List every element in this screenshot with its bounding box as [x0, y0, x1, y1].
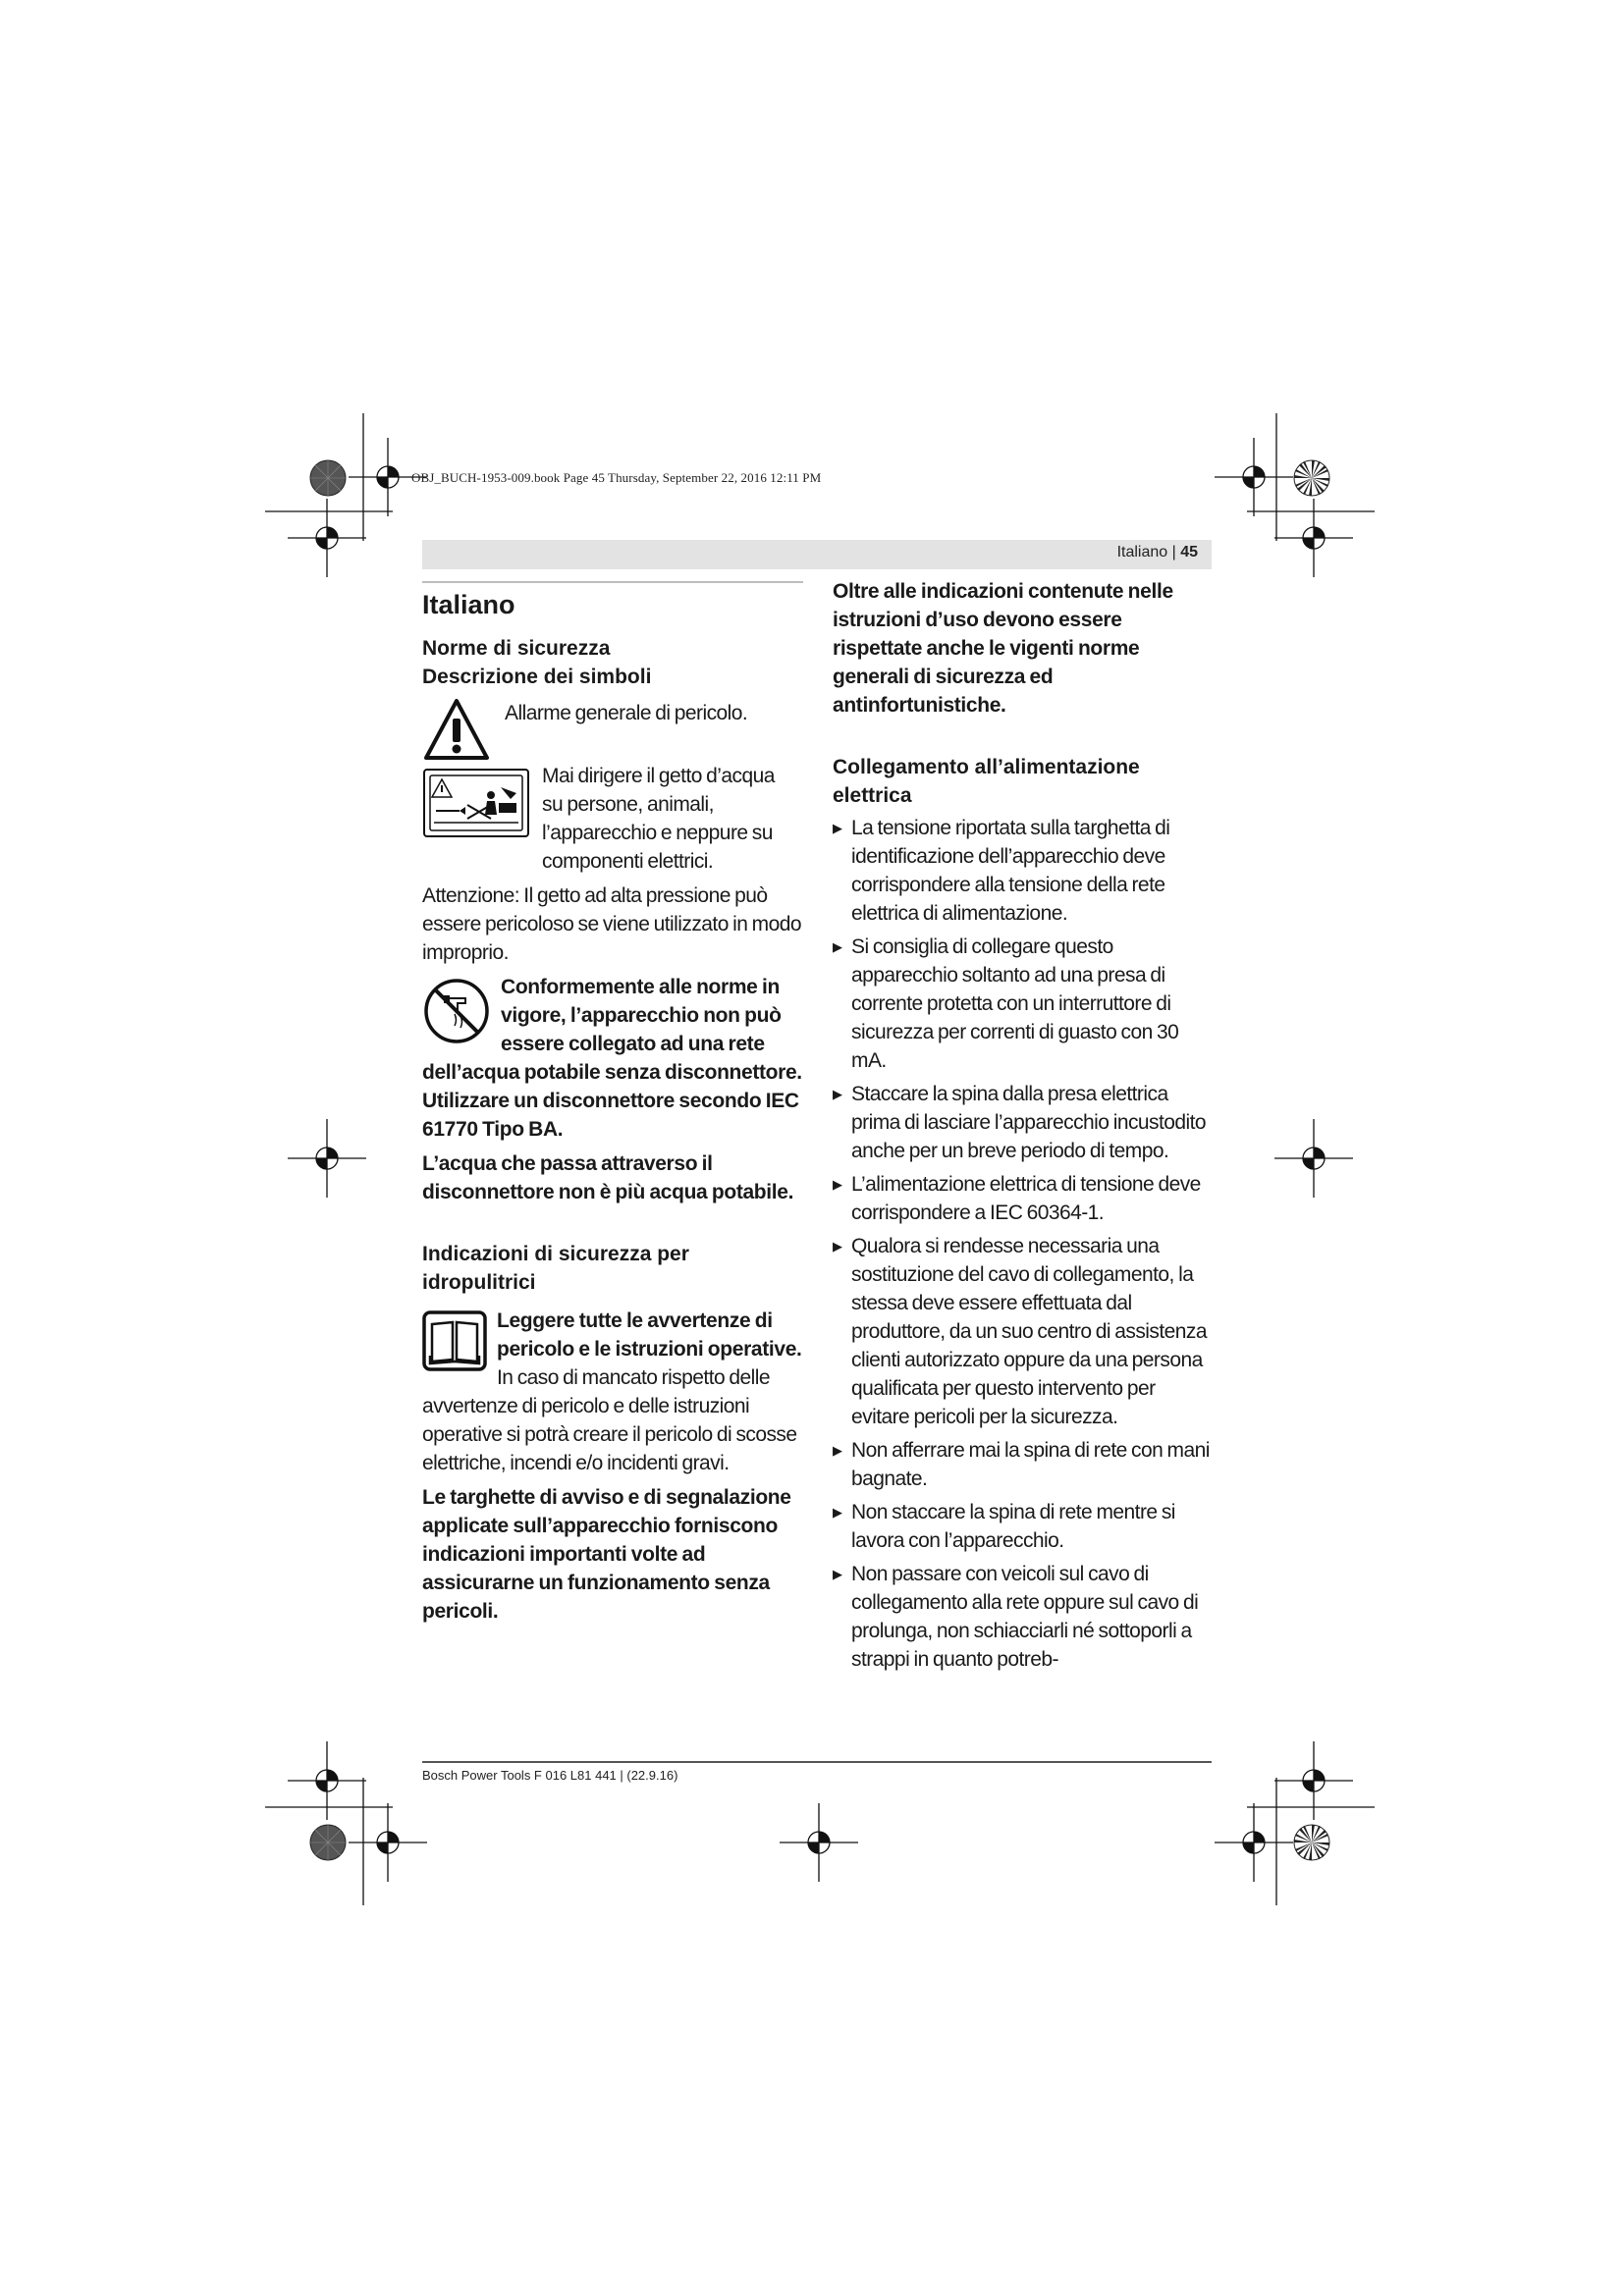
- section-heading-safety: Norme di sicurezza: [422, 637, 611, 660]
- header-separator: |: [1167, 544, 1181, 561]
- potable-water-text: L’acqua che passa attraverso il disconnettore non è più acqua potabile.: [422, 1152, 794, 1203]
- list-item: ▶ Si consiglia di collegare questo apparecchio soltanto ad una presa di corrente protetta con un interruttore di sicurezza per correnti di guasto con 30 mA.: [833, 933, 1214, 1075]
- warning-labels-text: Le targhette di avviso e di segnalazione applicate sull’apparecchio forniscono indicazioni importanti volte ad assicurarne un funzionamento senza pericoli.: [422, 1486, 791, 1623]
- water-jet-warning-icon: [422, 768, 530, 838]
- power-supply-list: [833, 814, 1214, 1674]
- list-item: ▶ Staccare la spina dalla presa elettrica prima di lasciare l’apparecchio incustodito anche per un breve periodo di tempo.: [833, 1080, 1214, 1165]
- footer-rule: [422, 1761, 1212, 1763]
- page-title: Italiano: [422, 590, 515, 619]
- list-item: ▶ Non afferrare mai la spina di rete con mani bagnate.: [833, 1436, 1214, 1493]
- symbol-general-warning-text: Allarme generale di pericolo.: [505, 702, 748, 724]
- title-rule: [422, 581, 803, 583]
- print-slug: OBJ_BUCH-1953-009.book Page 45 Thursday, September 22, 2016 12:11 PM: [411, 470, 822, 485]
- symbol-general-warning: [422, 697, 803, 762]
- right-column: [833, 577, 1214, 1679]
- page-number: 45: [1180, 544, 1198, 561]
- manual-book-icon: [422, 1310, 487, 1371]
- potable-water-notice: [422, 973, 803, 1144]
- general-safety-intro: Oltre alle indicazioni contenute nelle istruzioni d’uso devono essere rispettate anche le vigenti norme generali di sicurezza ed antinfortunistiche.: [833, 580, 1173, 717]
- attention-text: Attenzione: Il getto ad alta pressione può essere pericoloso se viene utilizzato in modo improprio.: [422, 884, 801, 964]
- read-instructions-bold: Leggere tutte le avvertenze di pericolo e le istruzioni operative.: [497, 1309, 802, 1361]
- subsection-heading-symbols: Descrizione dei simboli: [422, 666, 652, 688]
- list-item: ▶ Non staccare la spina di rete mentre si lavora con l’apparecchio.: [833, 1498, 1214, 1555]
- list-item: ▶ Non passare con veicoli sul cavo di collegamento alla rete oppure sul cavo di prolunga, non schiacciarli né sottoporli a strappi in quanto potreb-: [833, 1560, 1214, 1674]
- page-footer: Bosch Power Tools F 016 L81 441 | (22.9.16): [422, 1768, 678, 1783]
- symbol-water-jet: [422, 765, 803, 876]
- warning-triangle-icon: [422, 697, 491, 762]
- header-label: Italiano: [1116, 544, 1168, 561]
- left-column: [422, 581, 803, 1626]
- list-item: ▶ L’alimentazione elettrica di tensione deve corrispondere a IEC 60364-1.: [833, 1170, 1214, 1227]
- list-item: ▶ Qualora si rendesse necessaria una sostituzione del cavo di collegamento, la stessa deve essere effettuata dal produttore, da un suo centro di assistenza clienti autorizzato oppure da una persona qualificata per questo intervento per evitare pericoli per la sicurezza.: [833, 1232, 1214, 1431]
- no-potable-water-icon: [422, 977, 491, 1045]
- page-header-bar: [422, 540, 1212, 569]
- symbol-water-jet-text: Mai dirigere il getto d’acqua su persone, animali, l’apparecchio e neppure su componenti elettrici.: [542, 765, 775, 873]
- read-instructions-notice: [422, 1307, 803, 1477]
- list-item: ▶ La tensione riportata sulla targhetta di identificazione dell’apparecchio deve corrispondere alla tensione della rete elettrica di alimentazione.: [833, 814, 1214, 928]
- potable-water-norm-text: Conformemente alle norme in vigore, l’apparecchio non può essere collegato ad una rete dell’acqua potabile senza disconnettore. Utilizzare un disconnettore secondo IEC 61770 Tipo BA.: [422, 976, 802, 1141]
- read-instructions-body: In caso di mancato rispetto delle avvertenze di pericolo e delle istruzioni operative si potrà creare il pericolo di scosse elettriche, incendi e/o incidenti gravi.: [422, 1366, 797, 1474]
- section-heading-power-supply: Collegamento all’alimentazione elettrica: [833, 756, 1140, 807]
- section-heading-cleaner-safety: Indicazioni di sicurezza per idropulitrici: [422, 1243, 689, 1294]
- page-header: [1117, 544, 1198, 561]
